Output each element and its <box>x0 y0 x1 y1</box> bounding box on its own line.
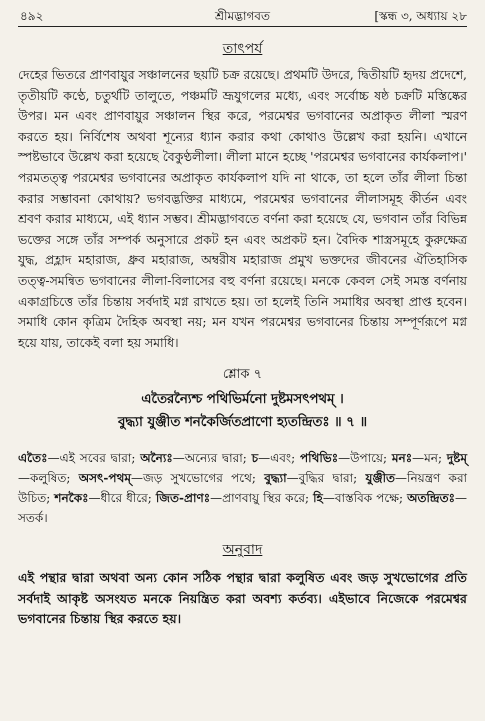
book-title: শ্রীমদ্ভাগবত <box>214 9 270 23</box>
synonym-item: পথিভিঃ—উপায়ে; <box>299 451 392 466</box>
synonym-word: চ <box>251 451 259 466</box>
synonym-meaning: সতর্ক <box>18 511 44 526</box>
synonym-item: অতন্দ্রিতঃ—সতর্ক। <box>18 491 468 526</box>
synonym-item: চ—এবং; <box>251 451 300 466</box>
synonym-meaning: এবং <box>270 451 292 466</box>
synonym-item: বুদ্ধ্যা—বুদ্ধির দ্বারা; <box>264 471 366 486</box>
synonym-meaning: ধীরে ধীরে <box>100 491 148 506</box>
synonym-meaning: অন্যের দ্বারা <box>184 451 243 466</box>
synonym-item: মনঃ—মন; <box>391 451 447 466</box>
synonym-item: অন্যৈঃ—অন্যের দ্বারা; <box>140 451 252 466</box>
page-header <box>18 6 467 24</box>
synonym-word: হি <box>313 491 323 506</box>
verse-label: শ্লোক ৭ <box>222 367 263 383</box>
synonym-word: অন্যৈঃ <box>140 451 173 466</box>
synonym-item: দুষ্টম্—কলুষিত; <box>18 451 467 486</box>
synonym-word: বুদ্ধ্যা <box>264 471 287 486</box>
synonym-meaning: কলুষিত <box>30 471 67 486</box>
synonym-meaning: এই সবের দ্বারা <box>59 451 132 466</box>
synonym-item: যুঞ্জীত—নিয়ন্ত্রণ করা উচিত; <box>18 471 468 506</box>
synonym-meaning: বাস্তবিক পক্ষে <box>334 491 399 506</box>
synonym-item: শনকৈঃ—ধীরে ধীরে; <box>54 491 156 506</box>
synonym-meaning: প্রাণবায়ু স্থির করে <box>222 491 305 506</box>
synonym-item: অসৎ-পথম্—জড় সুখভোগের পথে; <box>78 471 265 486</box>
synonym-word: জিত-প্রাণঃ <box>155 491 211 506</box>
page-number: ৪৯২ <box>20 9 44 23</box>
synonym-item: এতৈঃ—এই সবের দ্বারা; <box>18 451 141 466</box>
synonym-word: মনঃ <box>391 451 413 466</box>
synonym-item: জিত-প্রাণঃ—প্রাণবায়ু স্থির করে; <box>155 491 314 506</box>
verse <box>18 388 467 434</box>
synonym-meaning: মন <box>424 451 438 466</box>
synonym-word: যুঞ্জীত <box>365 471 396 486</box>
synonym-word: এতৈঃ <box>18 451 48 466</box>
synonym-word: অসৎ-পথম্ <box>78 471 131 486</box>
synonym-meaning: জড় সুখভোগের পথে <box>143 471 252 486</box>
synonym-word: শনকৈঃ <box>54 491 89 506</box>
synonym-meaning: নিয়ন্ত্রণ করা উচিত <box>18 471 468 506</box>
synonym-word: পথিভিঃ <box>299 451 339 466</box>
synonyms <box>18 448 467 528</box>
synonym-meaning: বুদ্ধির দ্বারা <box>298 471 354 486</box>
synonym-word: দুষ্টম্ <box>446 451 467 466</box>
synonym-meaning: উপায়ে <box>350 451 383 466</box>
purport-heading: তাৎপর্য <box>222 41 263 57</box>
chapter-reference: [স্কন্ধ ৩, অধ্যায় ২৮ <box>374 9 467 23</box>
verse-line-1: এতৈরন্যৈশ্চ পথিভির্মনো দুষ্টমসৎপথম্ । <box>141 392 344 408</box>
translation-text: এই পন্থার দ্বারা অথবা অন্য কোন সঠিক পন্থার দ্বারা কলুষিত এবং জড় সুখভোগের প্রতি সর্বদাই আকৃষ্ট অসংযত মনকে নিয়ন্ত্রিত করা অবশ্য কর্তব্য। এইভাবে নিজেকে পরমেশ্বর ভগবানের চিন্তায় স্থির করতে হয়। <box>18 570 467 627</box>
purport-text: দেহের ভিতরে প্রাণবায়ুর সঞ্চালনের ছয়টি চক্র রয়েছে। প্রথমটি উদরে, দ্বিতীয়টি হৃদয় প্রদেশে, তৃতীয়টি কণ্ঠে, চতুর্থটি তালুতে, পঞ্চমটি ভ্রূযুগলের মধ্যে, এবং সর্বোচ্চ ষষ্ঠ চক্রটি মস্তিষ্কের উপর। মন এবং প্রাণবায়ুর সঞ্চালন স্থির করে, পরমেশ্বর ভগবানের অপ্রাকৃত লীলা স্মরণ করতে হয়। নির্বিশেষ অথবা শূন্যের ধ্যান করার কথা কোথাও উল্লেখ করা হয়নি। এখানে স্পষ্টভাবে উল্লেখ করা হয়েছে বৈকুণ্ঠলীলা। লীলা মানে হচ্ছে 'পরমেশ্বর ভগবানের কার্যকলাপ।' পরমতত্ত্ব পরমেশ্বর ভগবানের অপ্রাকৃত কার্যকলাপ যদি না থাকে, তা হলে তাঁর লীলা চিন্তা করার সম্ভাবনা কোথায়? ভগবদ্ভক্তির মাধ্যমে, পরমেশ্বর ভগবানের লীলাসমূহ কীর্তন এবং শ্রবণ করার মাধ্যমে, এই ধ্যান সম্ভব। শ্রীমদ্ভাগবতে বর্ণনা করা হয়েছে যে, ভগবান তাঁর বিভিন্ন ভক্তের সঙ্গে তাঁর সম্পর্ক অনুসারে প্রকট হন এবং অপ্রকট হন। বৈদিক শাস্ত্রসমূহে কুরুক্ষেত্র যুদ্ধ, প্রহ্লাদ মহারাজ, ধ্রুব মহারাজ, অম্বরীষ মহারাজ প্রমুখ ভক্তদের জীবনের ঐতিহাসিক তত্ত্ব-সমন্বিত ভগবানের লীলা-বিলাসের বহু বর্ণনা রয়েছে। মনকে কেবল সেই সমস্ত বর্ণনায় একাগ্রচিত্তে তাঁর চিন্তায় সর্বদাই মগ্ন রাখতে হয়। তা হলেই তিনি সমাধির অবস্থা প্রাপ্ত হবেন। সমাধি কোন কৃত্রিম দৈহিক অবস্থা নয়; মন যখন পরমেশ্বর ভগবানের চিন্তায় সম্পূর্ণরূপে মগ্ন হয়ে যায়, তাকেই বলা হয় সমাধি। <box>18 67 467 350</box>
verse-line-2: বুদ্ধ্যা যুঞ্জীত শনকৈর্জিতপ্রাণো হ্যতন্দ্রিতঃ ॥ ৭ ॥ <box>118 415 367 431</box>
synonym-item: হি—বাস্তবিক পক্ষে; <box>313 491 408 506</box>
translation-heading: অনুবাদ <box>222 542 263 559</box>
synonym-word: অতন্দ্রিতঃ <box>407 491 456 506</box>
